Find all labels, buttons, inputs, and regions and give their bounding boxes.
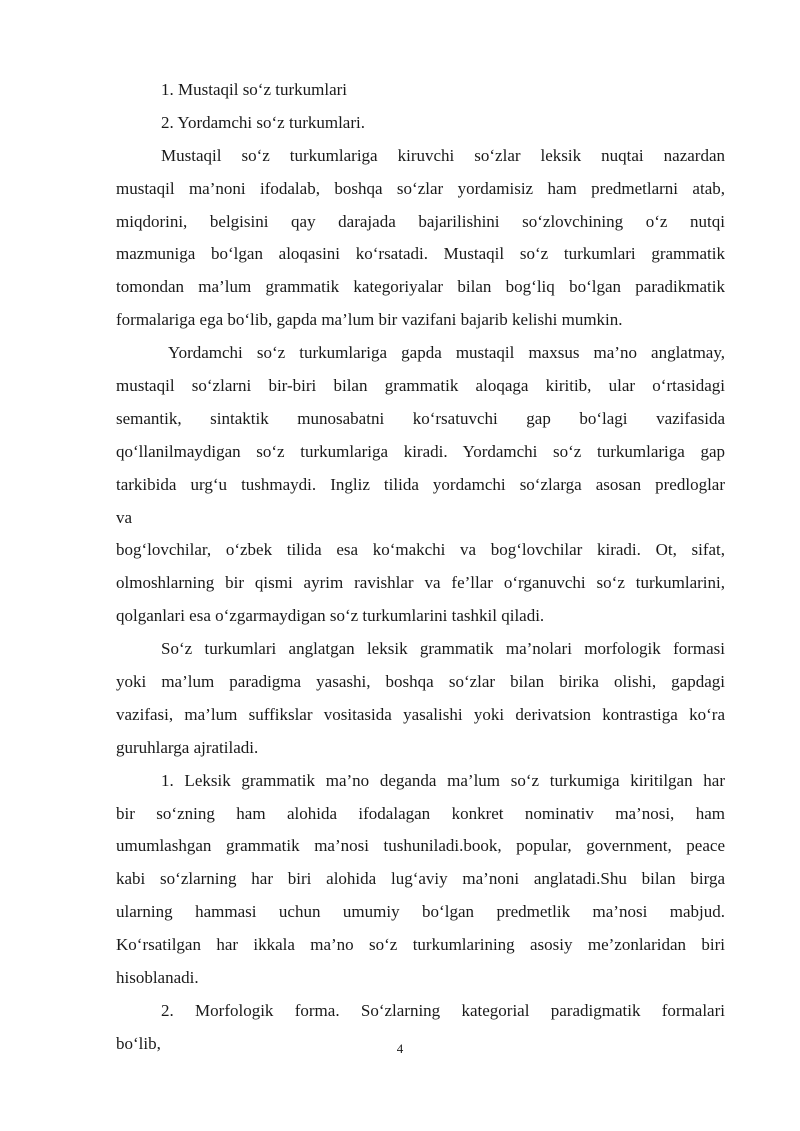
text-line: bog‘lovchilar, o‘zbek tilida esa ko‘makchi va bog‘lovchilar kiradi. Ot, sifat,	[116, 540, 725, 560]
text-line: 1. Mustaqil so‘z turkumlari	[161, 80, 348, 99]
text-line: tomondan ma’lum grammatik kategoriyalar bilan bog‘liq bo‘lgan paradikmatik	[116, 277, 725, 297]
text-line: umumlashgan grammatik ma’nosi tushuniladi.book, popular, government, peace	[116, 836, 725, 856]
text-line: mazmuniga bo‘lgan aloqasini ko‘rsatadi. Mustaqil so‘z turkumlari grammatik	[116, 244, 725, 264]
text-line: va	[116, 507, 133, 527]
text-line: 1. Leksik grammatik ma’no deganda ma’lum so‘z turkumiga kiritilgan har	[161, 770, 725, 790]
text-line: kabi so‘zlarning har biri alohida lug‘aviy ma’noni anglatadi.Shu bilan birga	[116, 869, 725, 889]
text-line: yoki ma’lum paradigma yasashi, boshqa so‘zlar bilan birika olishi, gapdagi	[116, 672, 725, 692]
text-line: olmoshlarning bir qismi ayrim ravishlar va fe’llar o‘rganuvchi so‘z turkumlarini,	[116, 573, 725, 593]
text-line: guruhlarga ajratiladi.	[116, 737, 259, 757]
text-line: vazifasi, ma’lum suffikslar vositasida yasalishi yoki derivatsion kontrastiga ko‘ra	[116, 704, 725, 724]
text-line: Ko‘rsatilgan har ikkala ma’no so‘z turkumlarining asosiy me’zonlaridan biri	[116, 935, 725, 955]
text-line: qolganlari esa o‘zgarmaydigan so‘z turkumlarini tashkil qiladi.	[116, 606, 545, 626]
text-line: Mustaqil so‘z turkumlariga kiruvchi so‘zlar leksik nuqtai nazardan	[161, 145, 725, 165]
text-line: bo‘lib,	[116, 1033, 161, 1053]
document-body	[116, 74, 725, 1061]
text-line: 2. Yordamchi so‘z turkumlari.	[161, 112, 365, 132]
text-line: bir so‘zning ham alohida ifodalagan konkret nominativ ma’nosi, ham	[116, 803, 725, 823]
text-line: ularning hammasi uchun umumiy bo‘lgan predmetlik ma’nosi mabjud.	[116, 902, 725, 922]
text-line: semantik, sintaktik munosabatni ko‘rsatuvchi gap bo‘lagi vazifasida	[116, 408, 725, 428]
text-line: Yordamchi so‘z turkumlariga gapda mustaqil maxsus ma’no anglatmay,	[168, 343, 725, 363]
text-line: So‘z turkumlari anglatgan leksik grammatik ma’nolari morfologik formasi	[161, 639, 725, 659]
text-line: hisoblanadi.	[116, 968, 199, 988]
text-line: formalariga ega bo‘lib, gapda ma’lum bir vazifani bajarib kelishi mumkin.	[116, 310, 623, 330]
page-number: 4	[396, 1041, 404, 1056]
text-line: mustaqil ma’noni ifodalab, boshqa so‘zlar yordamisiz ham predmetlarni atab,	[116, 178, 725, 198]
text-line: tarkibida urg‘u tushmaydi. Ingliz tilida yordamchi so‘zlarga asosan predloglar	[116, 474, 725, 494]
text-line: miqdorini, belgisini qay darajada bajarilishini so‘zlovchining o‘z nutqi	[116, 211, 725, 231]
text-line: qo‘llanilmaydigan so‘z turkumlariga kiradi. Yordamchi so‘z turkumlariga gap	[116, 441, 725, 461]
text-line: 2. Morfologik forma. So‘zlarning kategorial paradigmatik formalari	[161, 1000, 725, 1020]
text-line: mustaqil so‘zlarni bir-biri bilan grammatik aloqaga kiritib, ular o‘rtasidagi	[116, 376, 725, 396]
